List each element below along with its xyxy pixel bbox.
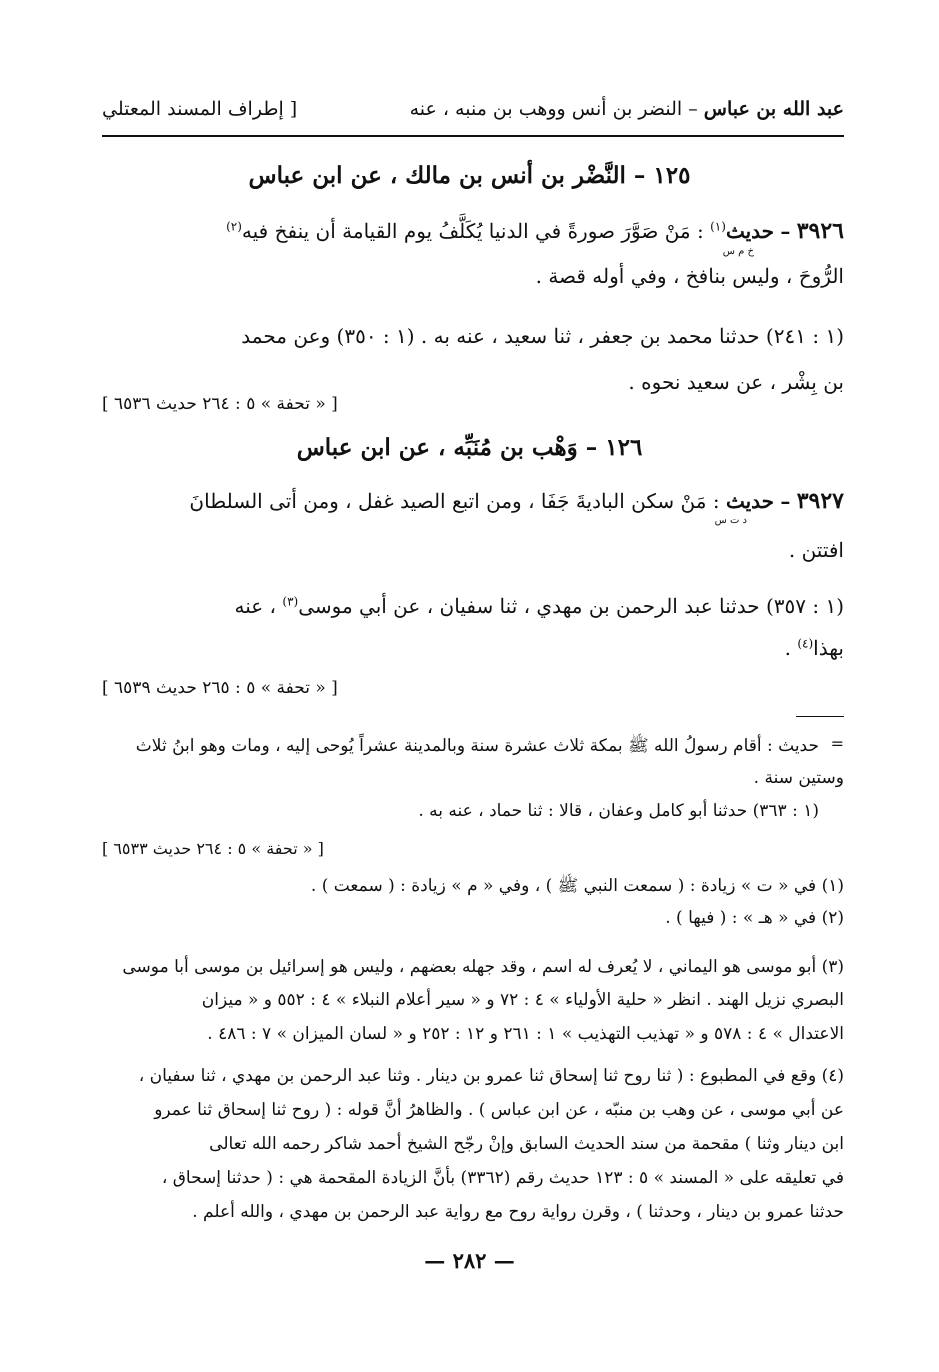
isnad-text: بهذا xyxy=(813,636,844,660)
footnote-4-line3: ابن دينار وثنا ) مقحمة من سند الحديث السابق وإنْ رجّح الشيخ أحمد شاكر رحمه الله تعالى xyxy=(209,1134,844,1154)
isnad-text-end: ، عنه xyxy=(234,594,277,618)
footnote-2: (٢) في « هـ » : ( فيها ) . xyxy=(665,908,844,928)
footnote-3-line3: الاعتدال » ٤ : ٥٧٨ و « تهذيب التهذيب » ١ : ٢٦١ و ١٢ : ٢٥٢ و « لسان الميزان » ٧ : ٤٨٦ . xyxy=(207,1024,844,1044)
tuhfa-ref-3926: [ « تحفة » ٥ : ٢٦٤ حديث ٦٥٣٦ ] xyxy=(102,394,338,414)
isnad-3926-line1: (١ : ٢٤١) حدثنا محمد بن جعفر ، ثنا سعيد ، عنه به . (١ : ٣٥٠) وعن محمد xyxy=(241,324,844,348)
hadith-text: : مَنْ سكن الباديةَ جَفَا ، ومن اتبع الصيد غفل ، ومن أتى السلطانَ xyxy=(189,489,720,513)
hadith-3926-line2: الرُّوحَ ، وليس بنافخ ، وفي أوله قصة . xyxy=(535,264,844,288)
isnad-3927-line1 xyxy=(235,594,845,618)
sigla-3926: خ م س xyxy=(722,246,754,257)
footnote-ref-1: (١) xyxy=(710,219,726,234)
hadith-text: : مَنْ صَوَّرَ صورةً في الدنيا يُكَلَّفُ يوم القيامة أن ينفخ فيه xyxy=(241,219,704,243)
footnote-cont-line2: وستين سنة . xyxy=(753,768,844,788)
footnote-1: (١) في « ت » زيادة : ( سمعت النبي ﷺ ) ، وفي « م » زيادة : ( سمعت ) . xyxy=(310,876,844,896)
continuation-mark: = xyxy=(830,734,844,753)
header-bold-name: عبد الله بن عباس xyxy=(703,98,844,120)
hadith-label: حديث xyxy=(725,489,775,513)
footnote-4-line2: عن أبي موسى ، عن وهب بن منبّه ، عن ابن عباس ) . والظاهرُ أنَّ قوله : ( روح ثنا إسحاق ثنا عمرو xyxy=(154,1100,844,1120)
footnote-4-line5: حدثنا عمرو بن دينار ، وحدثنا ) ، وقرن رواية روح مع رواية عبد الرحمن بن مهدي ، والله أعلم . xyxy=(192,1202,844,1222)
hadith-dash: – xyxy=(780,489,791,513)
header-subtitle: – النضر بن أنس ووهب بن منبه ، عنه xyxy=(409,98,698,120)
footnote-cont-ref: [ « تحفة » ٥ : ٢٦٤ حديث ٦٥٣٣ ] xyxy=(102,839,324,858)
page-number: — ٢٨٢ — xyxy=(424,1248,515,1273)
running-header-title xyxy=(410,98,844,120)
hadith-number: ٣٩٢٦ xyxy=(796,218,844,244)
hadith-number: ٣٩٢٧ xyxy=(796,488,844,514)
tuhfa-ref-3927: [ « تحفة » ٥ : ٢٦٥ حديث ٦٥٣٩ ] xyxy=(102,678,338,698)
footnote-4-line1: (٤) وقع في المطبوع : ( ثنا روح ثنا إسحاق ثنا عمرو بن دينار . وثنا عبد الرحمن بن مهدي ، ثنا سفيان ، xyxy=(138,1066,844,1086)
hadith-dash: – xyxy=(780,219,791,243)
isnad-3927-line2 xyxy=(785,636,844,660)
hadith-3926-line1 xyxy=(226,218,844,244)
sigla-3927: د ت س xyxy=(714,515,747,526)
footnote-ref-3: (٣) xyxy=(282,594,299,609)
running-header-book: [ إطراف المسند المعتلي xyxy=(102,98,298,120)
footnote-ref-4: (٤) xyxy=(797,636,814,651)
hadith-3927-line2: افتتن . xyxy=(788,538,844,562)
footnote-ref-2: (٢) xyxy=(226,219,242,234)
footnote-rule xyxy=(796,716,844,717)
header-rule xyxy=(102,135,844,137)
isnad-3926-line2: بن بِشْر ، عن سعيد نحوه . xyxy=(628,370,844,394)
hadith-3927-line1 xyxy=(189,488,844,514)
isnad-text-end: . xyxy=(784,636,791,660)
hadith-label: حديث xyxy=(725,219,775,243)
section-126-title: ١٢٦ – وَهْب بن مُنَبِّه ، عن ابن عباس xyxy=(296,434,643,461)
footnote-3-line2: البصري نزيل الهند . انظر « حلية الأولياء » ٤ : ٧٢ و « سير أعلام النبلاء » ٤ : ٥٥٢ و « ميزان xyxy=(201,990,844,1010)
footnote-3-line1: (٣) أبو موسى هو اليماني ، لا يُعرف له اسم ، وقد جهله بعضهم ، وليس هو إسرائيل بن موسى أبا موسى xyxy=(122,957,844,977)
footnote-cont-line1: حديث : أقام رسولُ الله ﷺ بمكة ثلاث عشرة سنة وبالمدينة عشراً يُوحى إليه ، ومات وهو ابنُ ثلاث xyxy=(135,736,819,756)
footnote-4-line4: في تعليقه على « المسند » ٥ : ١٢٣ حديث رقم (٣٣٦٢) بأنَّ الزيادة المقحمة هي : ( حدثنا إسحاق ، xyxy=(161,1168,844,1188)
footnote-cont-line3: (١ : ٣٦٣) حدثنا أبو كامل وعفان ، قالا : ثنا حماد ، عنه به . xyxy=(418,801,819,821)
section-125-title: ١٢٥ – النَّضْر بن أنس بن مالك ، عن ابن عباس xyxy=(248,162,691,189)
isnad-text: (١ : ٣٥٧) حدثنا عبد الرحمن بن مهدي ، ثنا سفيان ، عن أبي موسى xyxy=(298,594,844,618)
